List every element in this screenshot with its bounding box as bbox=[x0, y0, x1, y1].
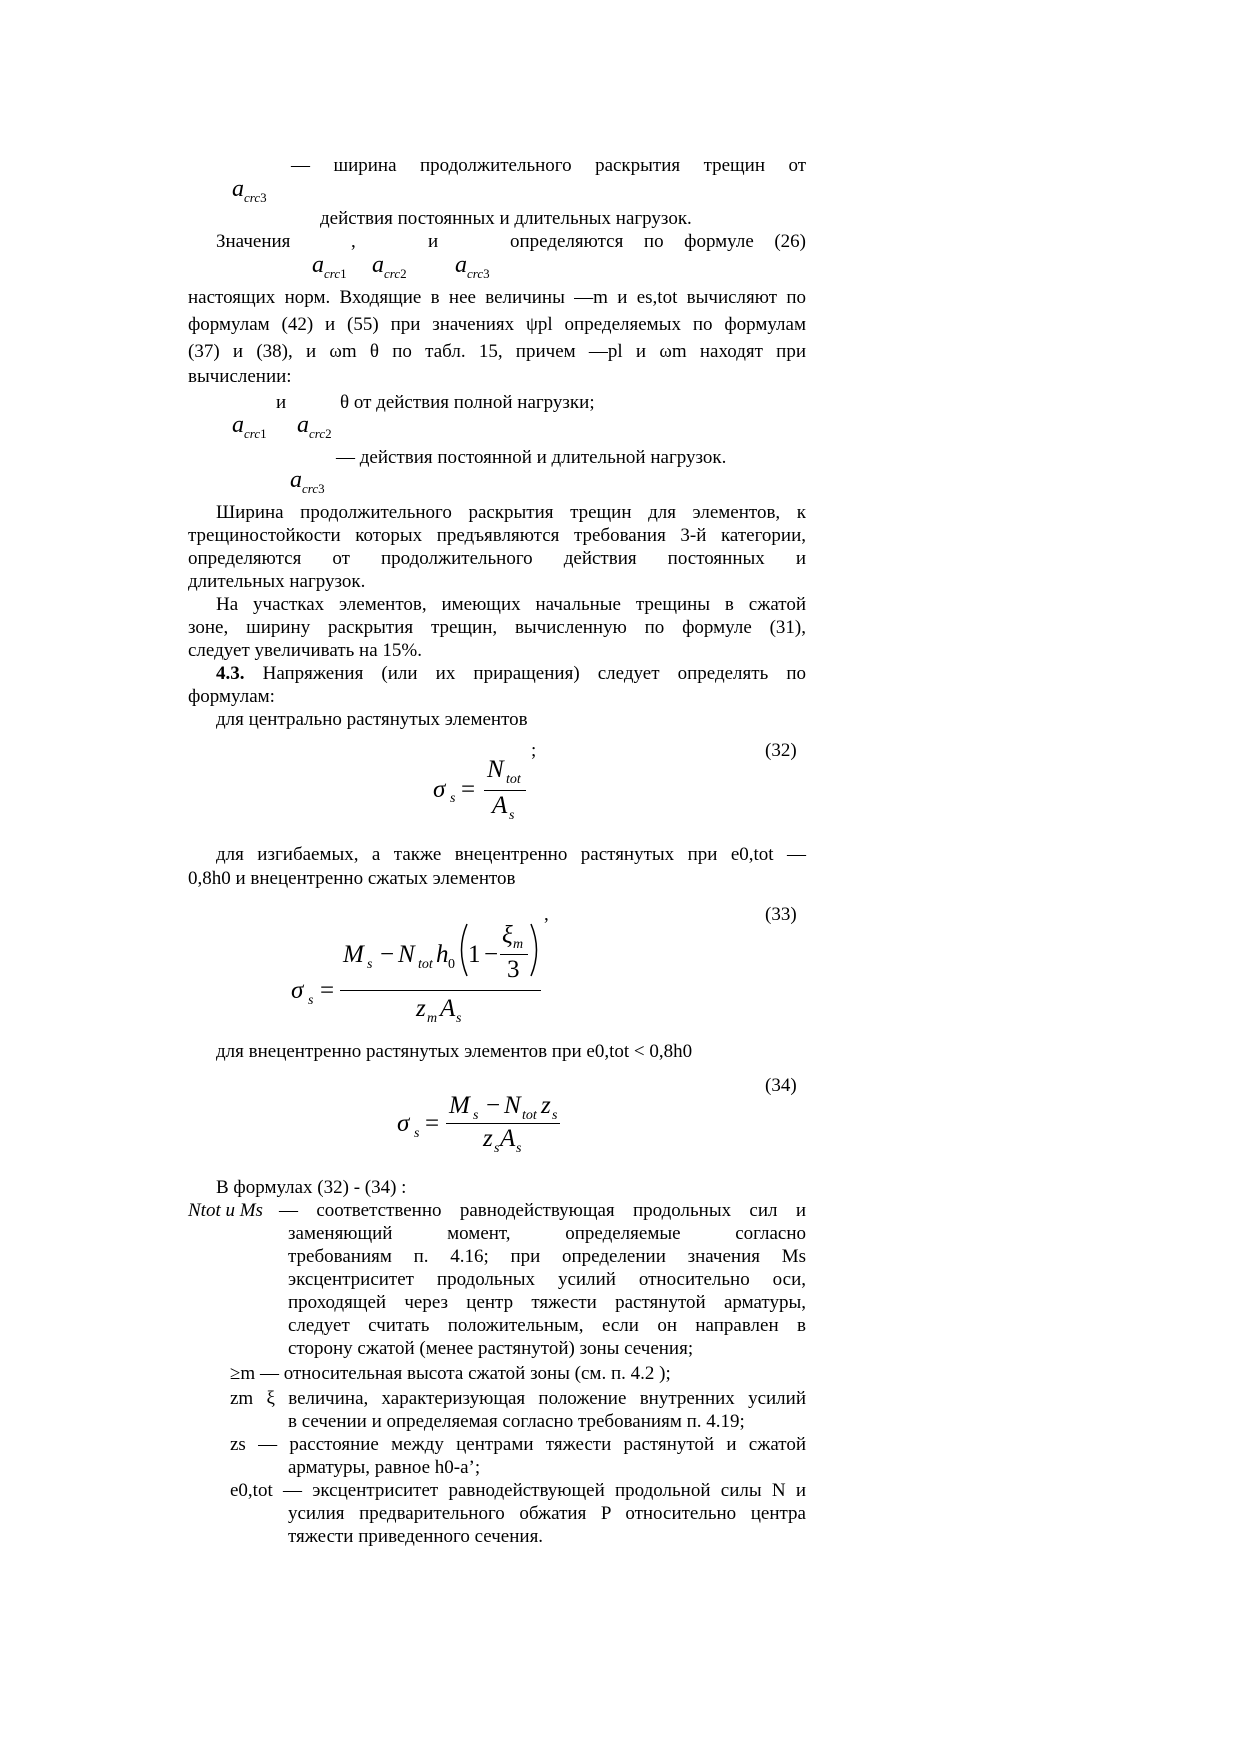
para1-line3: (37) и (38), и ωm θ по табл. 15, причем —pl и ωm находят при bbox=[188, 341, 806, 362]
para1-line2: формулам (42) и (55) при значениях ψpl определяемых по формулам bbox=[188, 314, 806, 335]
eq33-M: M bbox=[343, 941, 364, 968]
eq34-M-sub: s bbox=[473, 1108, 479, 1123]
acrc3-definition-line2: действия постоянных и длительных нагрузок. bbox=[320, 208, 692, 229]
item2-text: — действия постоянной и длительной нагрузок. bbox=[336, 447, 727, 468]
eq33-one: 1 bbox=[468, 941, 481, 968]
values-end: определяются по формуле (26) bbox=[510, 231, 806, 252]
eq34-number: (34) bbox=[765, 1075, 797, 1096]
eq34-sigma-sub: s bbox=[414, 1126, 420, 1141]
in-formulas: В формулах (32) - (34) : bbox=[216, 1177, 407, 1198]
para1-line4: вычислении: bbox=[188, 366, 292, 387]
eq32-A-sub: s bbox=[509, 808, 515, 823]
eq33-sigma-sub: s bbox=[308, 993, 314, 1008]
para3-line2: зоне, ширину раскрытия трещин, вычисленную по формуле (31), bbox=[188, 617, 806, 638]
def5-line2: усилия предварительного обжатия P относительно центра bbox=[288, 1503, 806, 1524]
item1-acrc2: $a_{crc2}$ bbox=[297, 412, 332, 441]
eq34-A: A bbox=[500, 1125, 516, 1152]
def1-line7: сторону сжатой (менее растянутой) зоны сечения; bbox=[288, 1338, 694, 1359]
para4-line2: формулам: bbox=[188, 686, 275, 707]
def1-line4: эксцентриситет продольных усилий относительно оси, bbox=[288, 1269, 806, 1290]
item1-and: и bbox=[276, 392, 287, 413]
eq34-tot: tot bbox=[522, 1108, 537, 1123]
eq33-three: 3 bbox=[507, 956, 520, 983]
eq32-semicolon: ; bbox=[531, 740, 537, 761]
para2-line2: трещиностойкости которых предъявляются требования 3-й категории, bbox=[188, 525, 806, 546]
eq34-fraction-bar bbox=[446, 1123, 560, 1124]
eq34-minus: − bbox=[486, 1092, 501, 1119]
eq33-minus2: − bbox=[484, 941, 499, 968]
def1-line3: требованиям п. 4.16; при определении значения Ms bbox=[288, 1246, 806, 1267]
eq33-M-sub: s bbox=[367, 957, 373, 972]
eq34-N: N bbox=[504, 1092, 521, 1119]
def3-line2: в сечении и определяемая согласно требованиям п. 4.19; bbox=[288, 1411, 745, 1432]
def1-line2: заменяющий момент, определяемые согласно bbox=[288, 1223, 806, 1244]
eq34-A-sub: s bbox=[516, 1141, 522, 1156]
eq33-fraction-bar bbox=[340, 990, 541, 991]
eq33-right-paren bbox=[528, 922, 544, 978]
eq33-minus: − bbox=[380, 941, 395, 968]
def5-line1: e0,tot — эксцентриситет равнодействующей продольной силы N и bbox=[230, 1480, 806, 1501]
crc-index: 3 bbox=[260, 190, 267, 205]
bending-line1: для изгибаемых, а также внецентренно растянутых при e0,tot — bbox=[216, 844, 806, 865]
para2-line4: длительных нагрузок. bbox=[188, 571, 366, 592]
para3-line1: На участках элементов, имеющих начальные трещины в сжатой bbox=[216, 594, 806, 615]
eq33-inner-bar bbox=[500, 954, 528, 955]
values-comma: , bbox=[351, 231, 356, 252]
eq33-N: N bbox=[398, 941, 415, 968]
para1-line1: настоящих норм. Входящие в нее величины —m и es,tot вычисляют по bbox=[188, 287, 806, 308]
eq34-M: M bbox=[449, 1092, 470, 1119]
def1-term: Ntot и Ms bbox=[188, 1200, 263, 1221]
def3-line1: zm ξ величина, характеризующая положение внутренних усилий bbox=[230, 1388, 806, 1409]
para3-line3: следует увеличивать на 15%. bbox=[188, 640, 422, 661]
acrc3-symbol bbox=[232, 176, 267, 206]
para2-line1: Ширина продолжительного раскрытия трещин для элементов, к bbox=[216, 502, 806, 523]
eq32-equals: = bbox=[461, 776, 476, 803]
eq33-z: z bbox=[416, 995, 426, 1022]
eq33-xi-sub: m bbox=[513, 937, 524, 952]
para2-line3: определяются от продолжительного действия постоянных и bbox=[188, 548, 806, 569]
acrc2-symbol: $a_{crc2}$ bbox=[372, 252, 407, 281]
eq34-sigma: σ bbox=[397, 1110, 410, 1137]
eq33-A: A bbox=[440, 995, 456, 1022]
eq32-A: A bbox=[492, 792, 508, 819]
eq33-h-sub: 0 bbox=[448, 957, 455, 972]
eq34-z: z bbox=[541, 1092, 551, 1119]
acrc3-definition-line bbox=[291, 154, 806, 177]
eq34-z2-sub: s bbox=[494, 1141, 500, 1156]
def1-line6: следует считать положительным, если он направлен в bbox=[288, 1315, 806, 1336]
eq32-number: (32) bbox=[765, 740, 797, 761]
eq32-sigma-sub: s bbox=[450, 791, 456, 806]
eq33-comma: , bbox=[544, 904, 549, 925]
central-label: для центрально растянутых элементов bbox=[216, 709, 528, 730]
eq32-sigma: σ bbox=[433, 776, 446, 803]
section-number: 4.3. bbox=[216, 663, 245, 684]
def4-line2: арматуры, равное h0-a’; bbox=[288, 1457, 481, 1478]
eq32-fraction-bar bbox=[484, 790, 526, 791]
para4-line1 bbox=[216, 662, 806, 685]
eq33-sigma: σ bbox=[291, 977, 304, 1004]
acrc3-symbol-b: $a_{crc3}$ bbox=[455, 252, 490, 281]
eq32-N: N bbox=[487, 756, 504, 783]
a-letter: a bbox=[232, 176, 244, 202]
eq33-z-sub: m bbox=[427, 1011, 438, 1026]
eq33-xi: ξ bbox=[502, 922, 513, 949]
eq33-h: h bbox=[436, 941, 449, 968]
values-start: Значения bbox=[216, 231, 291, 252]
def5-line3: тяжести приведенного сечения. bbox=[288, 1526, 544, 1547]
para4-text: Напряжения (или их приращения) следует определять по bbox=[262, 663, 806, 684]
eq33-tot: tot bbox=[418, 957, 433, 972]
item1-acrc1: $a_{crc1}$ bbox=[232, 412, 267, 441]
item2-acrc3: $a_{crc3}$ bbox=[290, 467, 325, 496]
def1-line5: проходящей через центр тяжести растянутой арматуры, bbox=[288, 1292, 806, 1313]
acrc3-index: 3 bbox=[483, 266, 490, 281]
def1-line1: — соответственно равнодействующая продольных сил и bbox=[279, 1200, 806, 1221]
values-and: и bbox=[428, 231, 439, 252]
def4-line1: zs — расстояние между центрами тяжести растянутой и сжатой bbox=[230, 1434, 806, 1455]
eq33-number: (33) bbox=[765, 904, 797, 925]
eq33-A-sub: s bbox=[456, 1011, 462, 1026]
eq34-equals: = bbox=[425, 1110, 440, 1137]
eq34-z2: z bbox=[483, 1125, 493, 1152]
eq34-z-sub: s bbox=[552, 1108, 558, 1123]
crc-subscript: crc bbox=[244, 190, 261, 205]
bending-line2: 0,8h0 и внецентренно сжатых элементов bbox=[188, 868, 516, 889]
acrc3-definition-text: — ширина продолжительного раскрытия трещин от bbox=[291, 155, 806, 176]
eq32-tot: tot bbox=[506, 772, 521, 787]
acrc1-symbol: $a_{crc1}$ bbox=[312, 252, 347, 281]
item1-text: θ от действия полной нагрузки; bbox=[340, 392, 595, 413]
acrc2-index: 2 bbox=[400, 266, 407, 281]
acrc1-index: 1 bbox=[340, 266, 347, 281]
def2: ≥m — относительная высота сжатой зоны (см. п. 4.2 ); bbox=[230, 1363, 671, 1384]
eccentric-label: для внецентренно растянутых элементов при e0,tot < 0,8h0 bbox=[216, 1041, 693, 1062]
eq33-equals: = bbox=[320, 977, 335, 1004]
